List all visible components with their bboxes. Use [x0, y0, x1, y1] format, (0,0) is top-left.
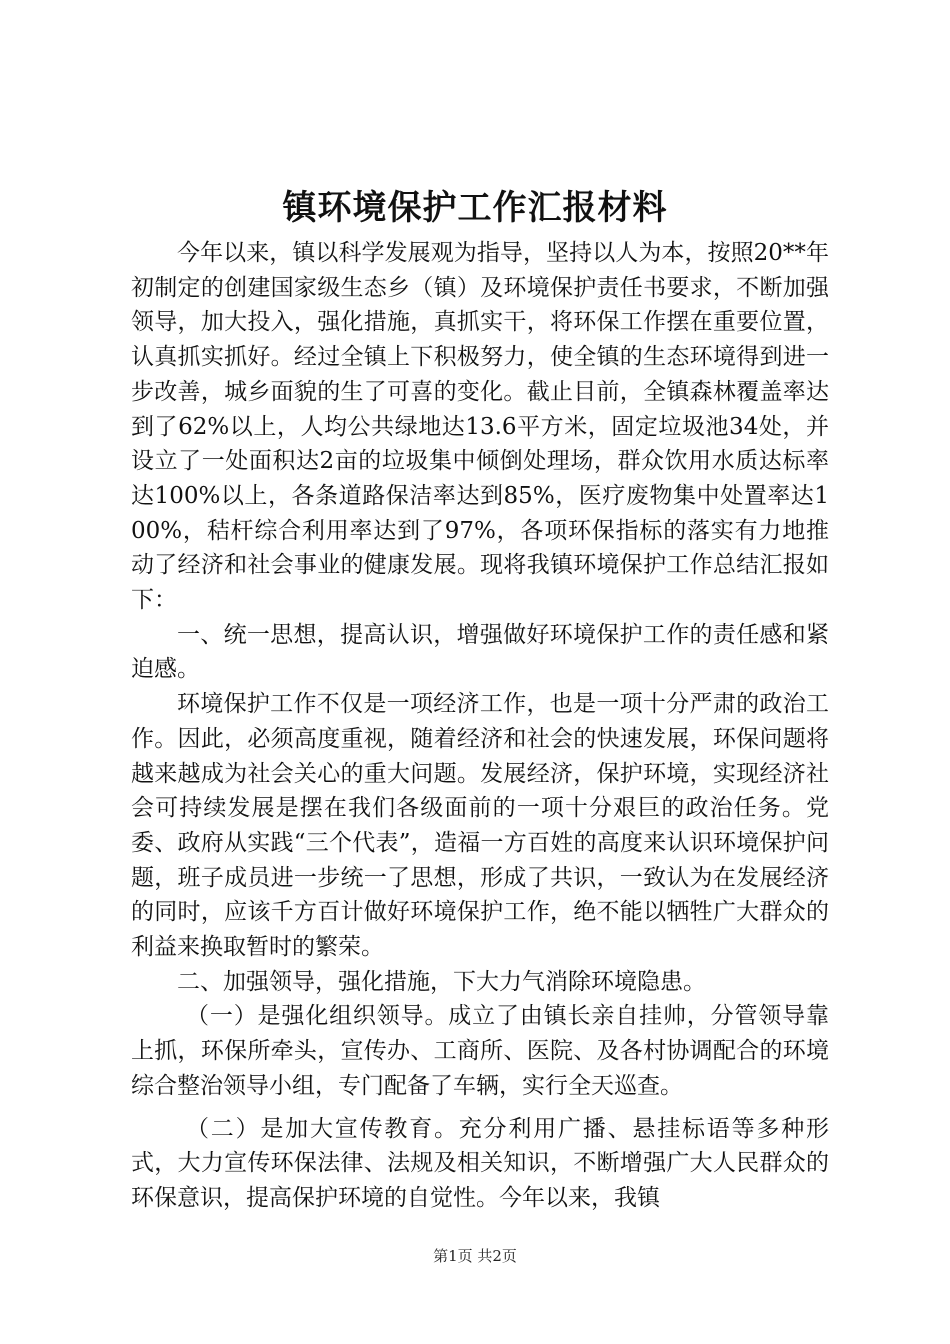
paragraph-subsection-2: （二）是加大宣传教育。充分利用广播、悬挂标语等多种形式，大力宣传环保法律、法规及相关知识，不断增强广大人民群众的环保意识，提高保护环境的自觉性。今年以来，我镇: [131, 1115, 829, 1211]
document-body: [131, 236, 829, 1216]
paragraph-section-2-heading: 二、加强领导，强化措施，下大力气消除环境隐患。: [177, 968, 706, 995]
paragraph-section-1-body: 环境保护工作不仅是一项经济工作，也是一项十分严肃的政治工作。因此，必须高度重视，随着经济和社会的快速发展，环保问题将越来越成为社会关心的重大问题。发展经济，保护环境，实现经济社会可持续发展是摆在我们各级面前的一项十分艰巨的政治任务。党委、政府从实践“三个代表”，造福一方百姓的高度来认识环境保护问题，班子成员进一步统一了思想，形成了共识，一致认为在发展经济的同时，应该千方百计做好环境保护工作，绝不能以牺牲广大群众的利益来换取暂时的繁荣。: [131, 691, 829, 961]
paragraph-subsection-1: （一）是强化组织领导。成立了由镇长亲自挂帅，分管领导靠上抓，环保所牵头，宣传办、工商所、医院、及各村协调配合的环境综合整治领导小组，专门配备了车辆，实行全天巡查。: [131, 1003, 829, 1099]
paragraph-intro: 今年以来，镇以科学发展观为指导，坚持以人为本，按照20**年初制定的创建国家级生态乡（镇）及环境保护责任书要求，不断加强领导，加大投入，强化措施，真抓实干，将环保工作摆在重要位置，认真抓实抓好。经过全镇上下积极努力，使全镇的生态环境得到进一步改善，城乡面貌的生了可喜的变化。截止目前，全镇森林覆盖率达到了62%以上，人均公共绿地达13.6平方米，固定垃圾池34处，并设立了一处面积达2亩的垃圾集中倾倒处理场，群众饮用水质达标率达100%以上，各条道路保洁率达到85%，医疗废物集中处置率达100%，秸杆综合利用率达到了97%，各项环保指标的落实有力地推动了经济和社会事业的健康发展。现将我镇环境保护工作总结汇报如下：: [131, 240, 829, 614]
paragraph-section-1-heading: 一、统一思想，提高认识，增强做好环境保护工作的责任感和紧迫感。: [131, 621, 829, 683]
document-title: 镇环境保护工作汇报材料: [282, 188, 668, 228]
page-number-footer: 第1页 共2页: [433, 1247, 517, 1265]
